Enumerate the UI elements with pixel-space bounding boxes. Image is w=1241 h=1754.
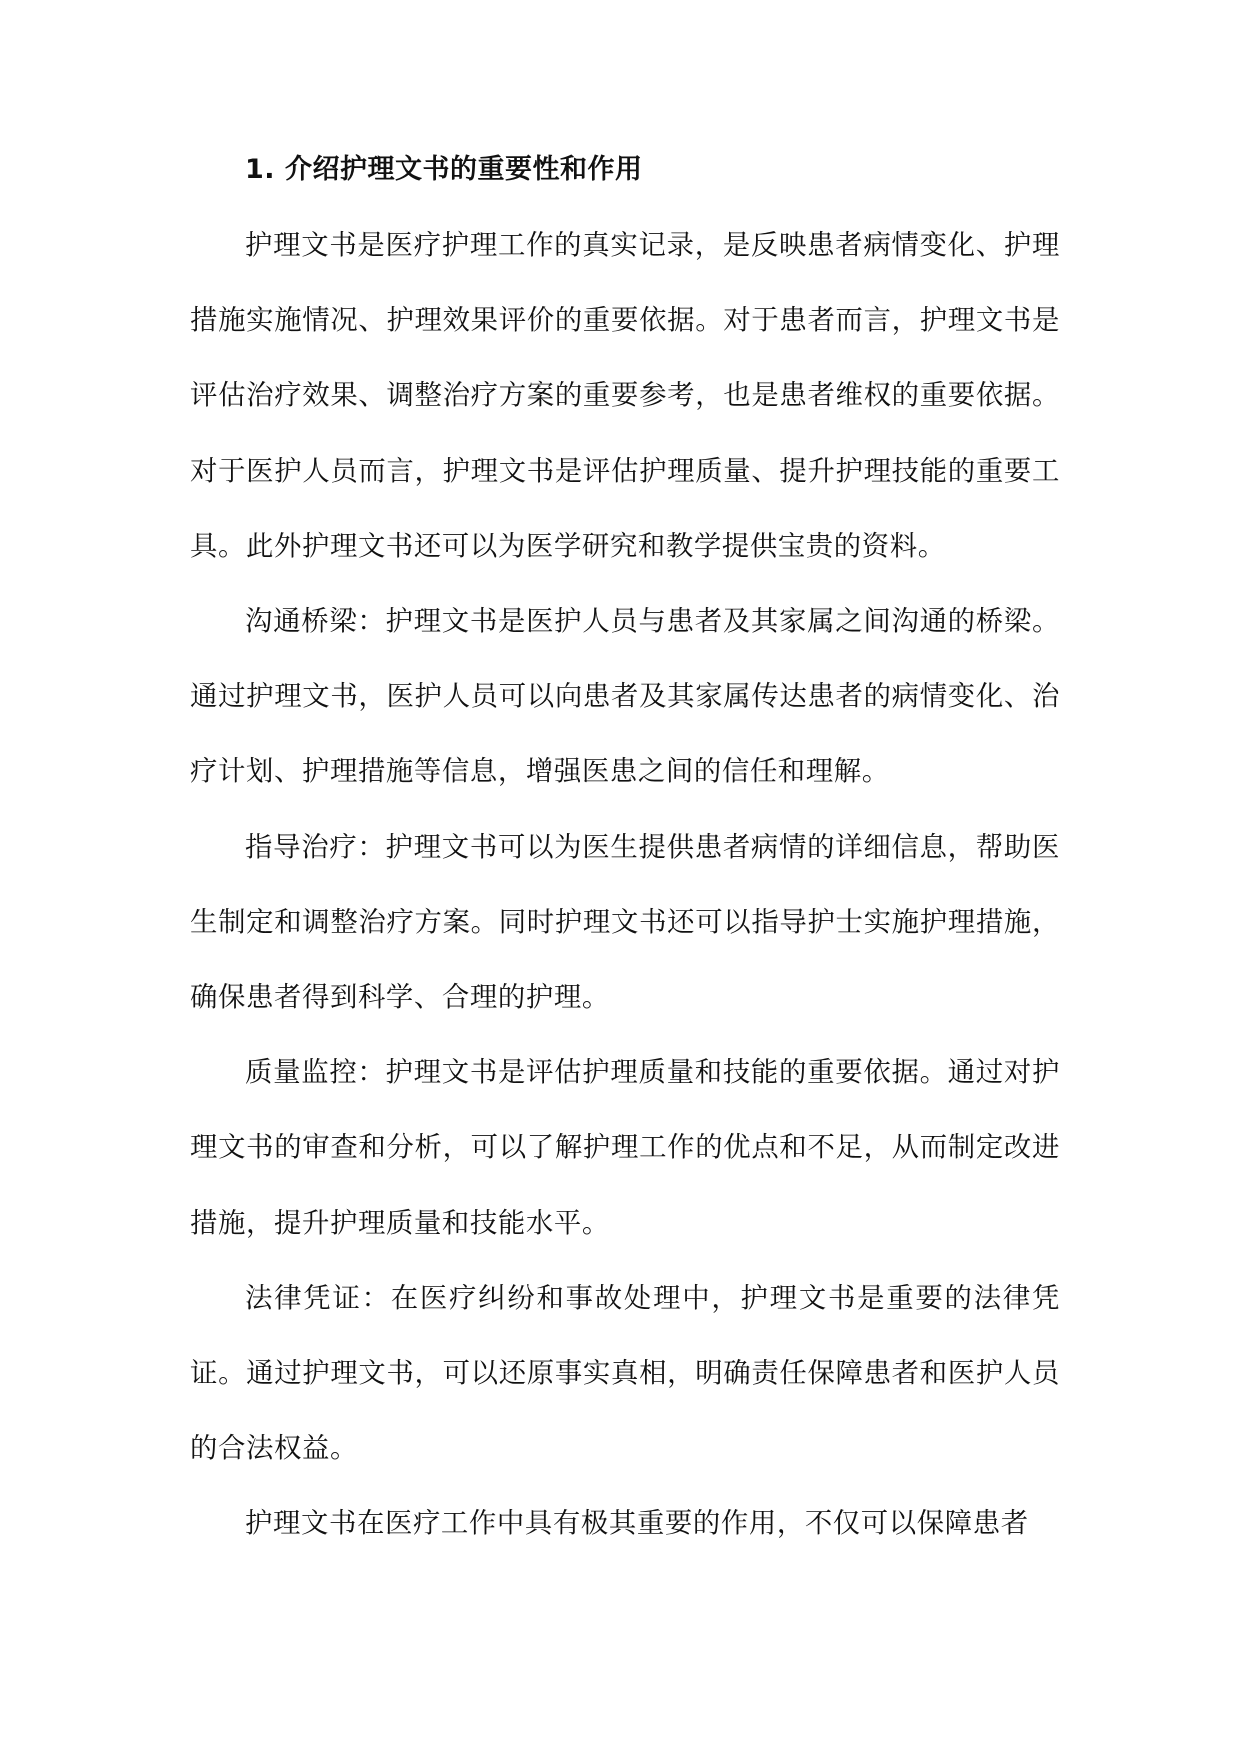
section-number: 1.: [245, 154, 276, 185]
document-body: [190, 150, 1060, 1562]
paragraph-summary: 护理文书在医疗工作中具有极其重要的作用，不仅可以保障患者: [245, 1508, 1029, 1540]
paragraph-importance: 护理文书是医疗护理工作的真实记录，是反映患者病情变化、护理措施实施情况、护理效果评价的重要依据。对于患者而言，护理文书是评估治疗效果、调整治疗方案的重要参考，也是患者维权的重要依据。对于医护人员而言，护理文书是评估护理质量、提升护理技能的重要工具。此外护理文书还可以为医学研究和教学提供宝贵的资料。: [190, 230, 1060, 562]
paragraph-legal-evidence: 法律凭证：在医疗纠纷和事故处理中，护理文书是重要的法律凭证。通过护理文书，可以还原事实真相，明确责任保障患者和医护人员的合法权益。: [190, 1282, 1060, 1465]
paragraph-communication-bridge: 沟通桥梁：护理文书是医护人员与患者及其家属之间沟通的桥梁。通过护理文书，医护人员可以向患者及其家属传达患者的病情变化、治疗计划、护理措施等信息，增强医患之间的信任和理解。: [190, 606, 1060, 788]
paragraph-guide-treatment: 指导治疗：护理文书可以为医生提供患者病情的详细信息，帮助医生制定和调整治疗方案。同时护理文书还可以指导护士实施护理措施，确保患者得到科学、合理的护理。: [190, 831, 1060, 1014]
section-heading: [245, 150, 1060, 190]
paragraph-quality-monitoring: 质量监控：护理文书是评估护理质量和技能的重要依据。通过对护理文书的审查和分析，可以了解护理工作的优点和不足，从而制定改进措施，提升护理质量和技能水平。: [190, 1057, 1060, 1239]
section-title: 介绍护理文书的重要性和作用: [285, 154, 643, 185]
